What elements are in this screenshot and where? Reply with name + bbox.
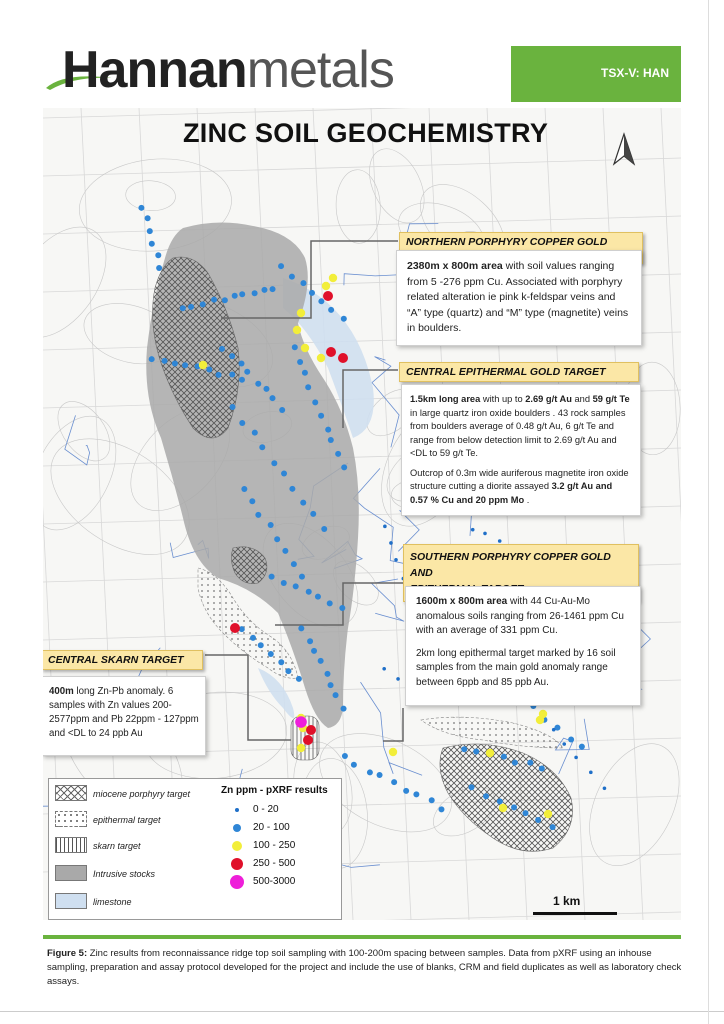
sample-point xyxy=(498,539,502,543)
grid-line xyxy=(43,158,681,176)
sample-point xyxy=(295,716,307,728)
epithermal-te: 59 g/t Te xyxy=(592,394,630,404)
sample-point xyxy=(232,293,238,299)
sample-point xyxy=(486,749,494,757)
map-title: ZINC SOIL GEOCHEMISTRY xyxy=(183,118,549,148)
sample-point xyxy=(297,744,305,752)
sample-point xyxy=(329,274,337,282)
sample-point xyxy=(255,512,261,518)
southern-area: 1600m x 800m area xyxy=(416,596,508,607)
sample-point xyxy=(335,451,341,457)
sample-point xyxy=(550,824,556,830)
hannan-metals-logo xyxy=(44,40,444,100)
sample-point xyxy=(305,384,311,390)
scale-line xyxy=(533,912,617,915)
sample-point xyxy=(303,735,313,745)
northern-target-heading: NORTHERN PORPHYRY COPPER GOLD xyxy=(399,232,643,264)
sample-point xyxy=(568,736,574,742)
sample-point xyxy=(429,797,435,803)
sample-point xyxy=(511,804,517,810)
sample-point xyxy=(322,282,330,290)
sample-point xyxy=(219,346,225,352)
sample-point xyxy=(324,671,330,677)
sample-point xyxy=(252,430,258,436)
contour-line xyxy=(571,729,681,879)
caption-divider xyxy=(43,935,681,939)
map-legend xyxy=(48,778,342,920)
sample-point xyxy=(326,347,336,357)
sample-point xyxy=(279,407,285,413)
sample-point xyxy=(312,399,318,405)
sample-point xyxy=(338,353,348,363)
sample-point xyxy=(396,677,400,681)
zn-dot-2 xyxy=(232,841,242,851)
sample-point xyxy=(306,725,316,735)
sample-point xyxy=(512,760,518,766)
sample-point xyxy=(574,756,578,760)
north-arrow-icon xyxy=(611,132,637,166)
sample-point xyxy=(230,623,240,633)
sample-point xyxy=(172,361,178,367)
sample-point xyxy=(367,769,373,775)
sample-point xyxy=(325,427,331,433)
sample-point xyxy=(268,522,274,528)
sample-point xyxy=(438,806,444,812)
sample-point xyxy=(269,574,275,580)
sample-point xyxy=(394,558,398,562)
southern-heading-line1: SOUTHERN PORPHYRY COPPER GOLD AND xyxy=(410,551,611,579)
scale-label: 1 km xyxy=(553,894,581,908)
sample-point xyxy=(317,354,325,362)
sample-point xyxy=(244,369,250,375)
sample-point xyxy=(302,370,308,376)
sample-point xyxy=(138,205,144,211)
sample-point xyxy=(199,361,207,369)
page-bottom-rule xyxy=(0,1011,724,1012)
sample-point xyxy=(328,682,334,688)
dots-swatch xyxy=(55,811,87,827)
sample-point xyxy=(310,511,316,517)
sample-point xyxy=(341,706,347,712)
sample-point xyxy=(328,307,334,313)
sample-point xyxy=(315,594,321,600)
sample-point xyxy=(249,498,255,504)
ticker-symbol: TSX-V: HAN xyxy=(600,66,669,80)
sample-point xyxy=(258,642,264,648)
sample-point xyxy=(239,361,245,367)
central-skarn-callout xyxy=(43,676,206,756)
central-epithermal-heading: CENTRAL EPITHERMAL GOLD TARGET xyxy=(399,362,639,382)
sample-point xyxy=(309,290,315,296)
sample-point xyxy=(229,353,235,359)
sample-point xyxy=(544,810,552,818)
central-epithermal-para2 xyxy=(410,467,632,508)
sample-point xyxy=(206,366,212,372)
outcrop-end: . xyxy=(524,494,530,505)
sample-point xyxy=(391,779,397,785)
sample-point xyxy=(342,753,348,759)
blue-fill-swatch xyxy=(55,893,87,909)
zn-legend-title: Zn ppm - pXRF results xyxy=(221,785,328,796)
sample-point xyxy=(281,580,287,586)
sample-point xyxy=(200,301,206,307)
sample-point xyxy=(180,305,186,311)
skarn-length: 400m xyxy=(49,686,74,697)
sample-point xyxy=(327,600,333,606)
sample-point xyxy=(278,263,284,269)
northern-area: 2380m x 800m area xyxy=(407,260,503,272)
sample-point xyxy=(149,241,155,247)
sample-point xyxy=(552,728,556,732)
epithermal-text-c: in large quartz iron oxide boulders . 43 rock samples from boulders average of 0.48 g/t Au, 6 g/t Te and range from below detection limit to 2.69 g/t Au and <DL to 59 g/t Te. xyxy=(410,407,626,458)
sample-point xyxy=(289,274,295,280)
sample-point xyxy=(323,291,333,301)
zn-label-3: 250 - 500 xyxy=(253,858,296,869)
sample-point xyxy=(523,810,529,816)
sample-point xyxy=(383,525,387,529)
sample-point xyxy=(270,395,276,401)
crosshatch-swatch xyxy=(55,785,87,801)
sample-point xyxy=(382,667,386,671)
skarn-description: long Zn-Pb anomaly. 6 samples with Zn values 200-2577ppm and Pb 22ppm - 127ppm and <DL to 24 ppb Au xyxy=(49,686,199,739)
zn-dot-1 xyxy=(233,824,241,832)
sample-point xyxy=(333,692,339,698)
zn-dot-0 xyxy=(235,808,239,812)
vertical-lines-swatch xyxy=(55,837,87,853)
sample-point xyxy=(149,356,155,362)
sample-point xyxy=(255,381,261,387)
sample-point xyxy=(241,486,247,492)
logo-wordmark xyxy=(62,40,394,100)
zn-label-2: 100 - 250 xyxy=(253,840,296,851)
zn-label-1: 20 - 100 xyxy=(253,822,290,833)
sample-point xyxy=(259,444,265,450)
sample-point xyxy=(252,290,258,296)
sample-point xyxy=(389,541,393,545)
sample-point xyxy=(182,362,188,368)
sample-point xyxy=(539,765,545,771)
central-skarn-heading: CENTRAL SKARN TARGET xyxy=(43,650,203,670)
sample-point xyxy=(539,710,547,718)
sample-point xyxy=(271,460,277,466)
contour-line xyxy=(47,392,120,470)
figure-caption xyxy=(47,947,683,989)
epithermal-text-a: with up to xyxy=(480,394,526,404)
sample-point xyxy=(211,297,217,303)
sample-point xyxy=(306,589,312,595)
epithermal-area: 1.5km long area xyxy=(410,394,481,404)
sample-point xyxy=(188,304,194,310)
figure-caption-text: Zinc results from reconnaissance ridge top soil sampling with 100-200m spacing between samples. Data from pXRF using an inhouse sampling, preparation and assay protocol developed for the project and include the use of blanks, CRM and field duplicates as well as laboratory check assays. xyxy=(47,948,682,987)
sample-point xyxy=(291,561,297,567)
sample-point xyxy=(307,638,313,644)
sample-point xyxy=(263,386,269,392)
legend-label-limestone: limestone xyxy=(93,897,132,907)
legend-label-intrusive: Intrusive stocks xyxy=(93,869,156,879)
contour-line xyxy=(43,210,125,355)
central-epithermal-callout xyxy=(401,384,641,516)
northern-target-callout xyxy=(396,250,642,346)
sample-point xyxy=(468,784,474,790)
sample-point xyxy=(274,536,280,542)
outcrop-text: Outcrop of 0.3m wide auriferous magnetite iron oxide structure cutting a diorite assayed xyxy=(410,467,629,491)
sample-point xyxy=(527,760,533,766)
sample-point xyxy=(216,372,222,378)
central-epithermal-para1 xyxy=(410,393,632,461)
sample-point xyxy=(293,326,301,334)
legend-label-miocene: miocene porphyry target xyxy=(93,789,191,799)
sample-point xyxy=(297,309,305,317)
southern-description: with 44 Cu-Au-Mo anomalous soils ranging from 26-1461 ppm Cu with an average of 331 ppm Cu. xyxy=(416,596,624,636)
sample-point xyxy=(300,500,306,506)
legend-label-skarn: skarn target xyxy=(93,841,141,851)
sample-point xyxy=(562,742,566,746)
sample-point xyxy=(461,746,467,752)
sample-point xyxy=(403,788,409,794)
sample-point xyxy=(285,668,291,674)
sample-point xyxy=(318,298,324,304)
sample-point xyxy=(299,574,305,580)
sample-point xyxy=(282,548,288,554)
sample-point xyxy=(351,762,357,768)
sample-point xyxy=(603,786,607,790)
sample-point xyxy=(156,265,162,271)
sample-point xyxy=(147,228,153,234)
page-side-rule xyxy=(708,0,709,1024)
sample-point xyxy=(298,625,304,631)
sample-point xyxy=(300,280,306,286)
sample-point xyxy=(289,486,295,492)
sample-point xyxy=(497,798,503,804)
sample-point xyxy=(328,437,334,443)
contour-line xyxy=(358,140,435,232)
southern-para1 xyxy=(416,595,630,639)
sample-point xyxy=(589,771,593,775)
sample-point xyxy=(473,748,479,754)
sample-point xyxy=(281,471,287,477)
sample-point xyxy=(483,532,487,536)
sample-point xyxy=(239,291,245,297)
sample-point xyxy=(301,344,309,352)
sample-point xyxy=(339,605,345,611)
sample-point xyxy=(579,744,585,750)
grey-fill-swatch xyxy=(55,865,87,881)
sample-point xyxy=(297,359,303,365)
sample-point xyxy=(318,658,324,664)
ticker-banner xyxy=(511,46,681,102)
sample-point xyxy=(292,344,298,350)
sample-point xyxy=(535,817,541,823)
sample-point xyxy=(239,420,245,426)
sample-point xyxy=(471,528,475,532)
logo-part-hannan: Hannan xyxy=(62,41,247,99)
sample-point xyxy=(296,676,302,682)
sample-point xyxy=(222,297,228,303)
sample-point xyxy=(230,404,236,410)
sample-point xyxy=(155,252,161,258)
sample-point xyxy=(501,754,507,760)
epithermal-au: 2.69 g/t Au xyxy=(525,394,572,404)
sample-point xyxy=(377,772,383,778)
sample-point xyxy=(321,526,327,532)
sample-point xyxy=(341,316,347,322)
sample-point xyxy=(261,287,267,293)
sample-point xyxy=(145,215,151,221)
leader-line-southern-b xyxy=(383,708,403,741)
sample-point xyxy=(413,791,419,797)
epithermal-text-b: and xyxy=(571,394,593,404)
zn-dot-4 xyxy=(230,875,244,889)
legend-label-epithermal: epithermal target xyxy=(93,815,161,825)
zn-dot-3 xyxy=(231,858,243,870)
zn-label-0: 0 - 20 xyxy=(253,804,279,815)
sample-point xyxy=(239,377,245,383)
zn-label-4: 500-3000 xyxy=(253,876,296,887)
contour-line xyxy=(125,179,177,212)
sample-point xyxy=(499,804,507,812)
geochemistry-map xyxy=(43,108,681,920)
sample-point xyxy=(311,648,317,654)
sample-point xyxy=(162,358,168,364)
grid-line xyxy=(661,108,681,920)
northern-description: with soil values ranging from 5 -276 ppm Cu. Associated with porphyry related alteration ie pink k-feldspar veins and “A” type (quartz) and “M” type (magnetite) veins in boulders. xyxy=(407,260,629,334)
sample-point xyxy=(270,286,276,292)
sample-point xyxy=(278,659,284,665)
southern-target-callout xyxy=(405,586,641,706)
logo-part-metals: metals xyxy=(246,41,394,99)
sample-point xyxy=(341,464,347,470)
sample-point xyxy=(268,651,274,657)
sample-point xyxy=(250,635,256,641)
outcrop-assay: 3.2 g/t Au and 0.57 % Cu and 20 ppm Mo xyxy=(410,481,613,505)
sample-point xyxy=(229,371,235,377)
sample-point xyxy=(293,583,299,589)
figure-label: Figure 5: xyxy=(47,948,88,959)
sample-point xyxy=(389,748,397,756)
southern-para2: 2km long epithermal target marked by 16 soil samples from the main gold anomaly range between 6ppb and 85 ppb Au. xyxy=(416,647,616,688)
sample-point xyxy=(318,413,324,419)
sample-point xyxy=(483,793,489,799)
